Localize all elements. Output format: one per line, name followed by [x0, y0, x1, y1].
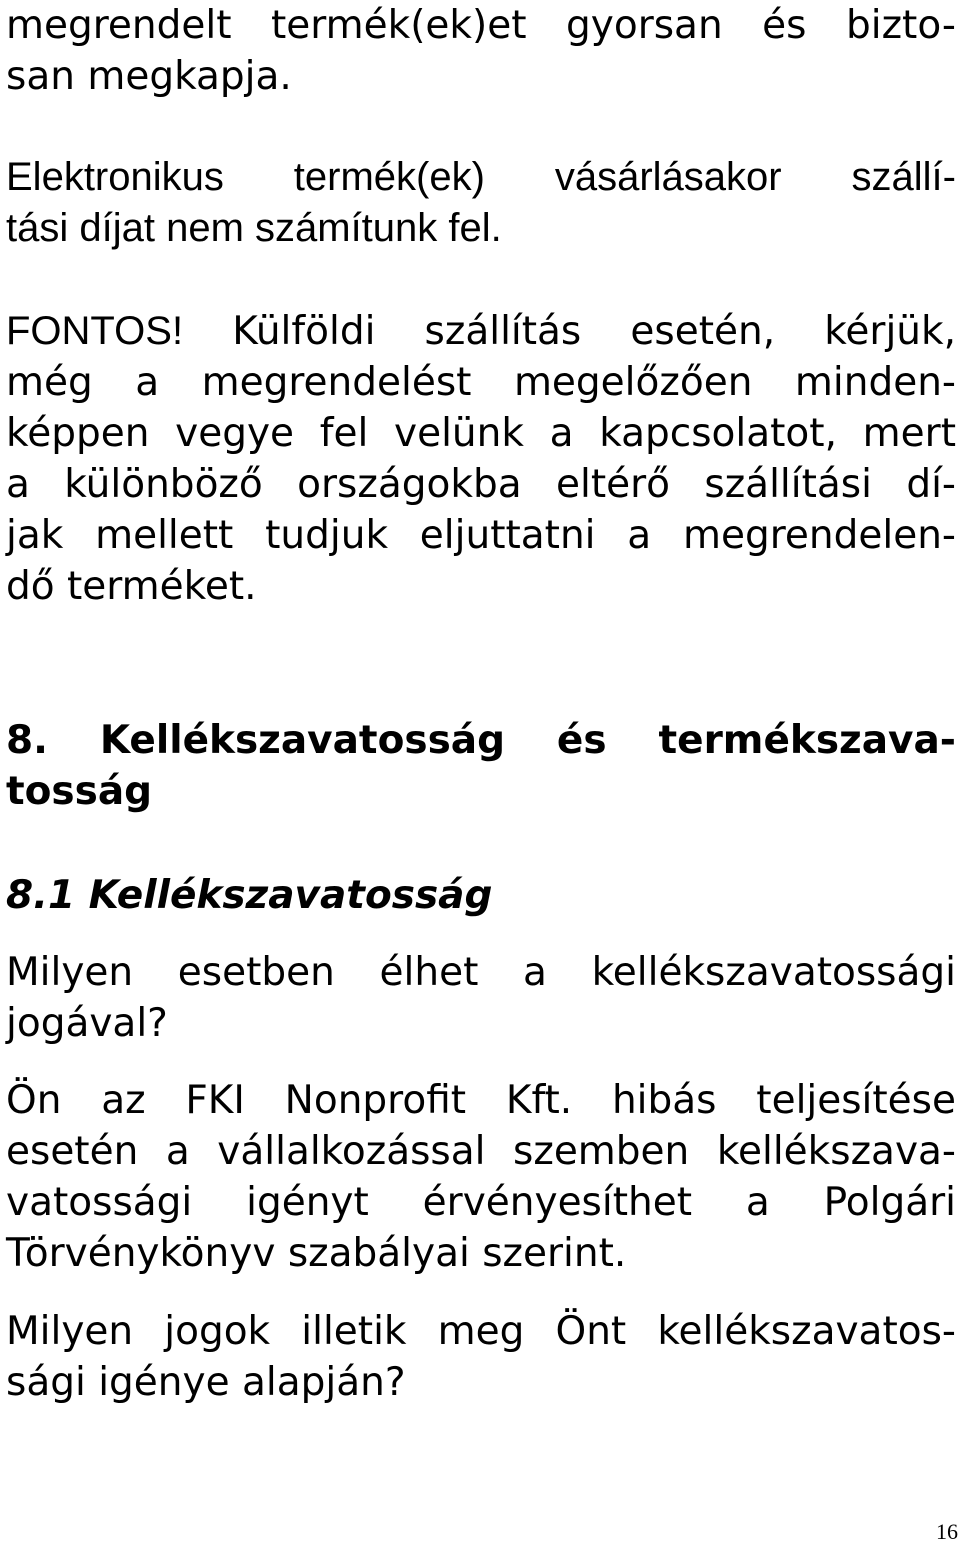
text-line: tási díjat nem számítunk fel. [6, 206, 502, 250]
text-line: még a megrendelést megelőzően minden- [6, 360, 956, 405]
question-warranty-case [6, 947, 956, 1049]
text-line: dő terméket. [6, 564, 257, 609]
text-line: Milyen esetben élhet a kellékszavatossági [6, 950, 956, 995]
text-line: vatossági igényt érvényesíthet a Polgári [6, 1180, 956, 1225]
subheading: 8.1 Kellékszavatosság [6, 873, 493, 918]
section-heading-8 [6, 715, 956, 817]
paragraph-electronic-products [6, 152, 956, 254]
text-line: jogával? [6, 1001, 168, 1046]
section-heading-8-1 [6, 870, 956, 921]
heading-line: 8. Kellékszavatosság és termékszava- [6, 718, 956, 763]
text-line [6, 306, 956, 357]
question-warranty-rights [6, 1306, 956, 1408]
heading-line: tosság [6, 769, 153, 814]
text-line: a különböző országokba eltérő szállítási dí- [6, 462, 956, 507]
text-line: Ön az FKI Nonprofit Kft. hibás teljesítése [6, 1078, 956, 1123]
text-line: sági igénye alapján? [6, 1360, 406, 1405]
text-line: jak mellett tudjuk eljuttatni a megrendelen- [6, 513, 956, 558]
text-line: Milyen jogok illetik meg Önt kellékszavatos- [6, 1309, 956, 1354]
answer-warranty-case [6, 1075, 956, 1279]
text-line: Elektronikus termék(ek) vásárlásakor szállí- [6, 155, 956, 199]
text-line: képpen vegye fel velünk a kapcsolatot, mert [6, 411, 956, 456]
text-line: megrendelt termék(ek)et gyorsan és bizto- [6, 3, 956, 48]
text-line: Törvénykönyv szabályai szerint. [6, 1231, 627, 1276]
text-fragment: Külföldi szállítás esetén, kérjük, [232, 309, 956, 354]
page-number: 16 [936, 1519, 958, 1544]
text-line: san megkapja. [6, 54, 292, 99]
text-line: esetén a vállalkozással szemben kellékszava- [6, 1129, 956, 1174]
paragraph-foreign-shipping [6, 306, 956, 612]
paragraph-delivery [6, 0, 956, 102]
important-label: FONTOS! [6, 309, 184, 353]
